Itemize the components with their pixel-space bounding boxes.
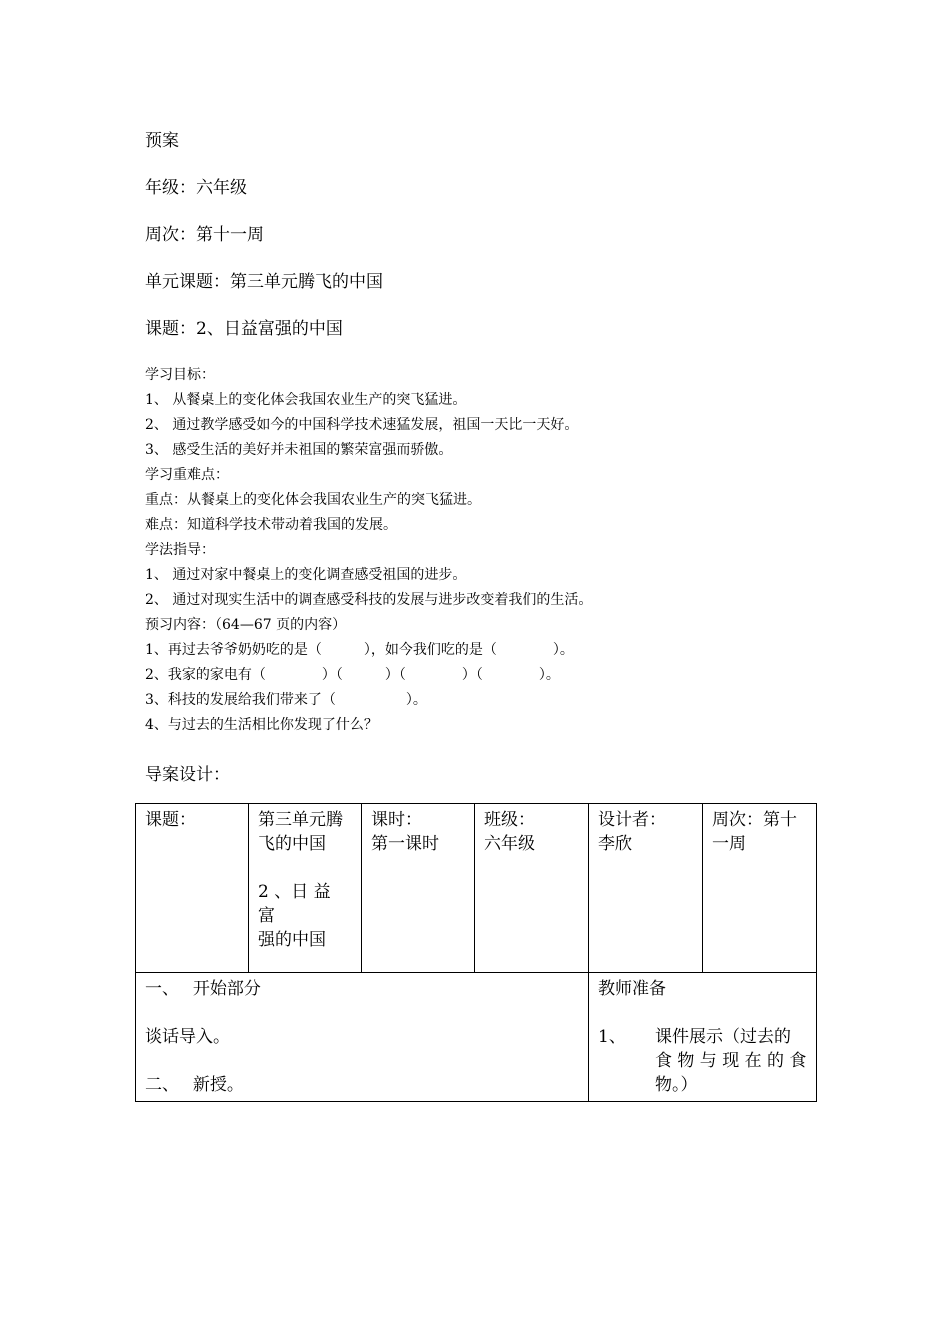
objectives-heading: 学习目标： — [145, 367, 215, 383]
table-row — [136, 973, 817, 1102]
lesson-name: 强的中国 — [258, 930, 326, 950]
item-text: 物。） — [655, 1075, 698, 1095]
lesson-design-table — [135, 803, 817, 1102]
period-label: 课时： — [371, 810, 422, 830]
objective-item: 2、 通过教学感受如今的中国科学技术速猛发展，祖国一天比一天好。 — [145, 417, 579, 433]
table-cell — [589, 804, 703, 973]
teacher-prep-item — [598, 1025, 807, 1097]
teacher-prep-cell — [589, 973, 817, 1102]
lesson-line: 课题：2、日益富强的中国 — [145, 319, 343, 339]
teacher-prep-heading: 教师准备 — [598, 979, 666, 999]
preview-heading: 预习内容：（64—67 页的内容） — [145, 617, 347, 633]
item-text: 食 物 与 现 在 的 食 — [655, 1051, 807, 1071]
key-point: 重点：从餐桌上的变化体会我国农业生产的突飞猛进。 — [145, 492, 481, 508]
procedure-step: 二、 新授。 — [145, 1075, 244, 1095]
key-points-heading: 学习重难点： — [145, 467, 229, 483]
item-text: 课件展示（过去的 — [655, 1027, 791, 1047]
table-cell — [136, 804, 249, 973]
designer-value: 李欣 — [598, 834, 632, 854]
class-value: 六年级 — [484, 834, 535, 854]
unit-line: 单元课题：第三单元腾飞的中国 — [145, 272, 383, 292]
design-heading: 导案设计： — [145, 765, 230, 785]
objective-item: 1、 从餐桌上的变化体会我国农业生产的突飞猛进。 — [145, 392, 467, 408]
designer-label: 设计者： — [598, 810, 666, 830]
grade-line: 年级：六年级 — [145, 178, 247, 198]
week-value: 周次：第十 — [712, 810, 797, 830]
unit-name: 飞的中国 — [258, 834, 326, 854]
table-cell — [475, 804, 589, 973]
table-cell — [703, 804, 817, 973]
item-number: 1、 — [598, 1027, 626, 1047]
method-heading: 学法指导： — [145, 542, 215, 558]
method-item: 1、 通过对家中餐桌上的变化调查感受祖国的进步。 — [145, 567, 467, 583]
preview-question: 4、与过去的生活相比你发现了什么？ — [145, 717, 378, 733]
lesson-name: 2 、日 益 富 — [258, 882, 331, 926]
procedure-step: 一、 开始部分 — [145, 979, 261, 999]
week-value: 一周 — [712, 834, 746, 854]
preview-question: 1、再过去爷爷奶奶吃的是（ ），如今我们吃的是（ ）。 — [145, 642, 574, 658]
period-value: 第一课时 — [371, 834, 439, 854]
preview-question: 3、科技的发展给我们带来了（ ）。 — [145, 692, 427, 708]
table-row — [136, 804, 817, 973]
table-cell — [362, 804, 475, 973]
unit-name: 第三单元腾 — [258, 810, 343, 830]
objective-item: 3、 感受生活的美好并未祖国的繁荣富强而骄傲。 — [145, 442, 453, 458]
difficult-point: 难点：知道科学技术带动着我国的发展。 — [145, 517, 397, 533]
lesson-label: 课题： — [145, 810, 196, 830]
procedure-cell — [136, 973, 589, 1102]
doc-title: 预案 — [145, 131, 179, 151]
preview-question: 2、我家的家电有（ ）（ ）（ ）（ ）。 — [145, 667, 560, 683]
table-cell — [249, 804, 362, 973]
class-label: 班级： — [484, 810, 535, 830]
procedure-text: 谈话导入。 — [145, 1027, 230, 1047]
week-line: 周次：第十一周 — [145, 225, 264, 245]
method-item: 2、 通过对现实生活中的调查感受科技的发展与进步改变着我们的生活。 — [145, 592, 593, 608]
